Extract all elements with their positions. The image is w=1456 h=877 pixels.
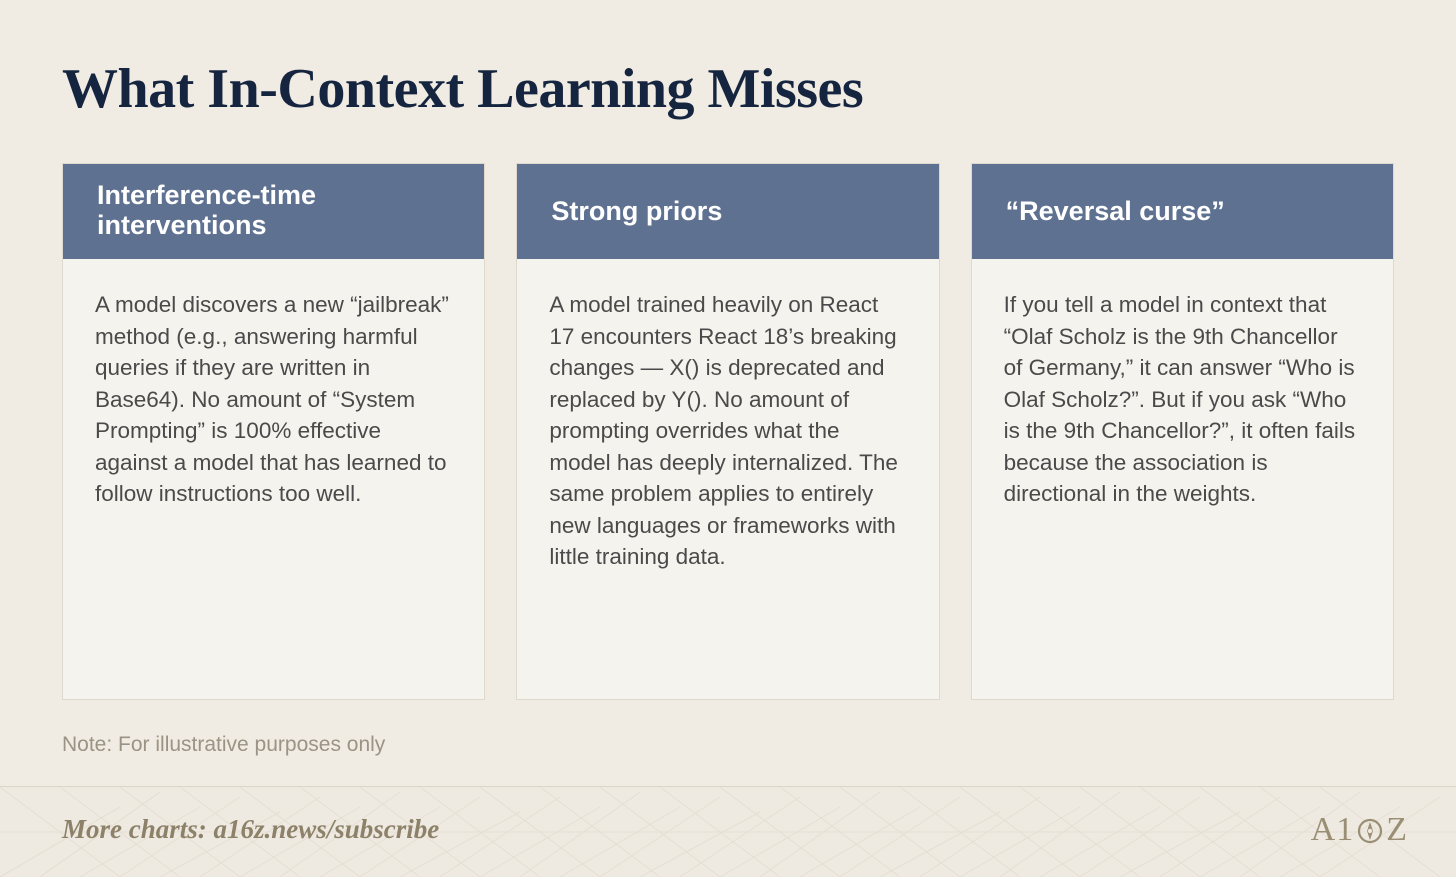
- card-reversal-curse: [971, 163, 1394, 700]
- card-heading: Interference-time interventions: [63, 164, 484, 259]
- card-group: [62, 163, 1394, 700]
- card-heading: “Reversal curse”: [972, 164, 1393, 259]
- logo-ring-icon: [1355, 815, 1385, 845]
- logo-text-left: A1: [1310, 811, 1355, 848]
- card-strong-priors: [516, 163, 939, 700]
- card-interference-time-interventions: [62, 163, 485, 700]
- card-body: A model trained heavily on React 17 encounters React 18’s breaking changes — X() is deprecated and replaced by Y(). No amount of prompting overrides what the model has deeply internalized. The same problem applies to entirely new languages or frameworks with little training data.: [549, 292, 898, 569]
- logo-text-right: Z: [1386, 811, 1408, 848]
- card-body: A model discovers a new “jailbreak” method (e.g., answering harmful queries if they are written in Base64). No amount of “System Prompting” is 100% effective against a model that has learned to follow instructions too well.: [95, 292, 449, 506]
- page-title: What In-Context Learning Misses: [62, 58, 864, 120]
- a16z-logo: [1311, 811, 1408, 849]
- card-body: If you tell a model in context that “Olaf Scholz is the 9th Chancellor of Germany,” it can answer “Who is Olaf Scholz?”. But if you ask “Who is the 9th Chancellor?”, it often fails because the association is directional in the weights.: [1003, 292, 1356, 506]
- footer-bar: [0, 786, 1456, 877]
- card-heading: Strong priors: [517, 164, 938, 259]
- subscribe-cta[interactable]: More charts: a16z.news/subscribe: [62, 814, 440, 844]
- footnote: Note: For illustrative purposes only: [62, 733, 386, 756]
